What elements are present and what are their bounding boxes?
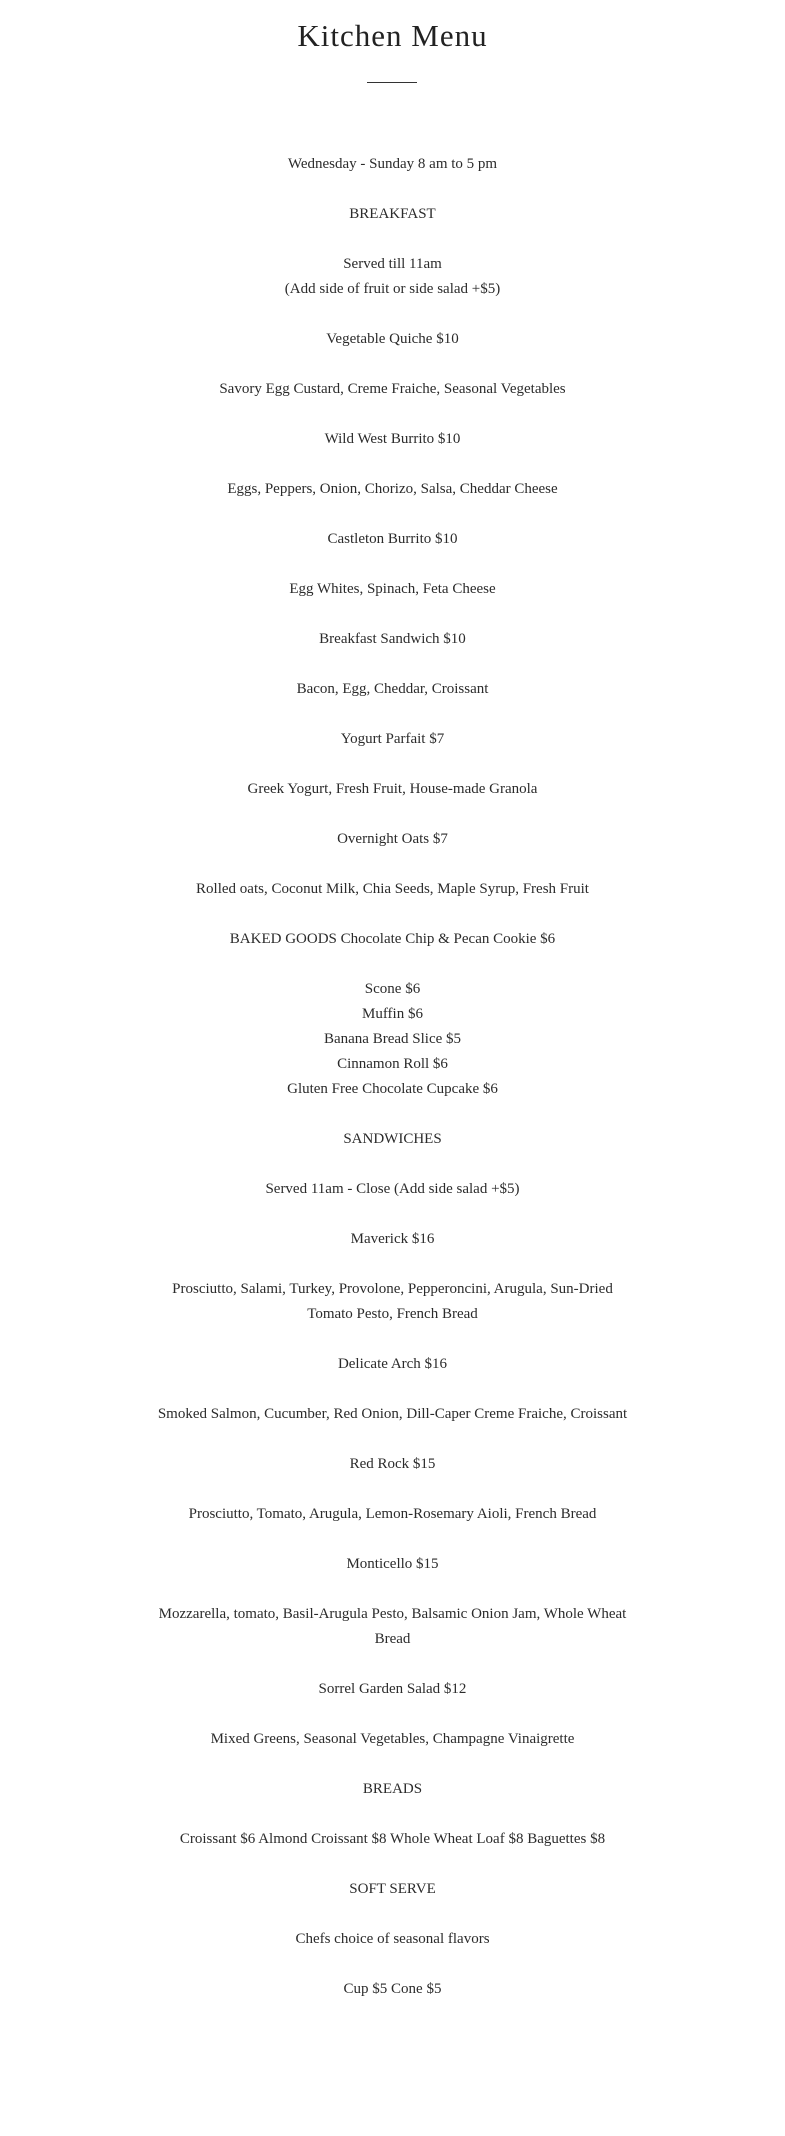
menu-item-description: Rolled oats, Coconut Milk, Chia Seeds, Maple Syrup, Fresh Fruit: [196, 881, 589, 897]
menu-item-name: Castleton Burrito $10: [327, 531, 458, 547]
menu-item-description: Mixed Greens, Seasonal Vegetables, Champagne Vinaigrette: [210, 1731, 575, 1747]
menu-item-name: Breakfast Sandwich $10: [319, 631, 466, 647]
baked-goods-item: Banana Bread Slice $5: [323, 1031, 462, 1047]
menu-content: [150, 152, 635, 2002]
menu-item-name: Delicate Arch $16: [337, 1356, 448, 1372]
sandwiches-served-info: Served 11am - Close (Add side salad +$5): [265, 1181, 520, 1197]
baked-goods-item: Muffin $6: [362, 1006, 423, 1022]
menu-item-description: Mozzarella, tomato, Basil-Arugula Pesto, Balsamic Onion Jam, Whole Wheat Bread: [158, 1606, 627, 1647]
title-divider: [367, 82, 417, 83]
baked-goods-list: [150, 977, 635, 1102]
menu-item-description: Smoked Salmon, Cucumber, Red Onion, Dill-Caper Creme Fraiche, Croissant: [157, 1406, 628, 1422]
breads-heading: BREADS: [362, 1781, 423, 1797]
menu-item-name: Overnight Oats $7: [337, 831, 448, 847]
menu-item-name: Vegetable Quiche $10: [326, 331, 459, 347]
breakfast-heading: BREAKFAST: [349, 206, 436, 222]
menu-item-description: Bacon, Egg, Cheddar, Croissant: [296, 681, 489, 697]
baked-goods-item: Scone $6: [364, 981, 421, 997]
soft-serve-prices: Cup $5 Cone $5: [343, 1981, 442, 1997]
baked-goods-heading: BAKED GOODS Chocolate Chip & Pecan Cookie $6: [229, 931, 556, 947]
soft-serve-heading: SOFT SERVE: [349, 1881, 436, 1897]
menu-item-name: Sorrel Garden Salad $12: [318, 1681, 467, 1697]
baked-goods-item: Cinnamon Roll $6: [337, 1056, 448, 1072]
menu-item-description: Prosciutto, Salami, Turkey, Provolone, Pepperoncini, Arugula, Sun-Dried Tomato Pesto, French Bread: [172, 1281, 613, 1322]
menu-item-description: Savory Egg Custard, Creme Fraiche, Seasonal Vegetables: [219, 381, 566, 397]
menu-item-description: Greek Yogurt, Fresh Fruit, House-made Granola: [247, 781, 538, 797]
soft-serve-description: Chefs choice of seasonal flavors: [295, 1931, 490, 1947]
menu-item-description: Eggs, Peppers, Onion, Chorizo, Salsa, Cheddar Cheese: [227, 481, 558, 497]
menu-item-name: Wild West Burrito $10: [324, 431, 461, 447]
breakfast-addon: (Add side of fruit or side salad +$5): [284, 281, 501, 297]
menu-item-name: Maverick $16: [350, 1231, 435, 1247]
sandwiches-heading: SANDWICHES: [343, 1131, 442, 1147]
breads-list: Croissant $6 Almond Croissant $8 Whole Wheat Loaf $8 Baguettes $8: [179, 1831, 606, 1847]
hours-text: Wednesday - Sunday 8 am to 5 pm: [287, 156, 498, 172]
menu-item-description: Prosciutto, Tomato, Arugula, Lemon-Rosemary Aioli, French Bread: [188, 1506, 597, 1522]
menu-item-description: Egg Whites, Spinach, Feta Cheese: [289, 581, 496, 597]
baked-goods-item: Gluten Free Chocolate Cupcake $6: [287, 1081, 498, 1097]
menu-item-name: Monticello $15: [346, 1556, 439, 1572]
breakfast-served-info: [150, 252, 635, 302]
page-title: Kitchen Menu: [297, 18, 488, 53]
menu-item-name: Yogurt Parfait $7: [340, 731, 445, 747]
breakfast-served-time: Served till 11am: [343, 256, 442, 272]
menu-item-name: Red Rock $15: [349, 1456, 436, 1472]
